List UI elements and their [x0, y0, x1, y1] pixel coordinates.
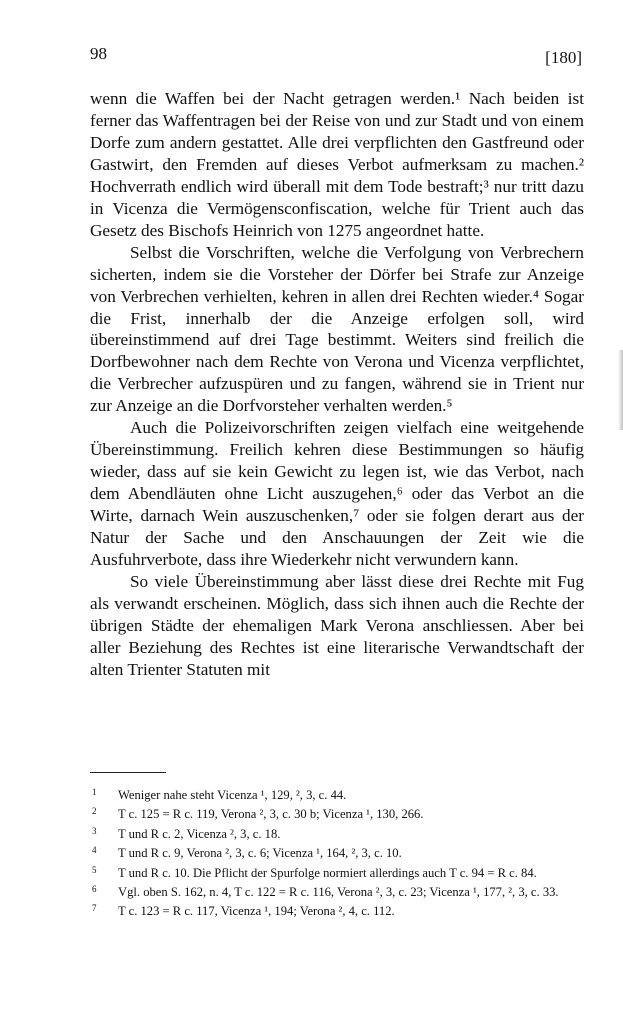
running-header [90, 44, 582, 68]
footnotes [90, 786, 584, 922]
footnote [90, 825, 584, 844]
main-text [90, 88, 584, 681]
footnote-mark: 3 [92, 825, 97, 836]
footnote-mark: 6 [92, 884, 97, 895]
footnote [90, 864, 584, 883]
page-number: 98 [90, 44, 107, 63]
paragraph-4: So viele Übereinstimmung aber lässt diese drei Rechte mit Fug als verwandt erscheinen. Möglich, dass sich ihnen auch die Rechte der übrigen Städte der ehemaligen Mark Verona anschliessen. Aber bei aller Beziehung des Rechtes ist eine literarische Verwandtschaft der alten Trienter Statuten mit [90, 571, 584, 679]
footnote-text: T und R c. 10. Die Pflicht der Spurfolge normiert allerdings auch T c. 94 = R c. 84. [118, 865, 537, 880]
footnote [90, 805, 584, 824]
paragraph-3: Auch die Polizeivorschriften zeigen vielfach eine weitgehende Übereinstimmung. Freilich kehren diese Bestimmungen so häufig wieder, dass auf sie kein Gewicht zu legen ist, wie das Verbot, nach dem Abendläuten ohne Licht auszugehen,⁶ oder das Verbot an die Wirte, darnach Wein auszuschenken,⁷ oder sie folgen derart aus der Natur der Sache und den Anschauungen der Zeit wie die Ausfuhrverbote, dass ihre Wiederkehr nicht verwundern kann. [90, 418, 584, 570]
footnote [90, 883, 584, 902]
footnote-mark: 7 [92, 903, 97, 914]
footnote-text: Weniger nahe steht Vicenza ¹, 129, ², 3, c. 44. [118, 788, 347, 802]
footnote-mark: 2 [92, 806, 97, 817]
footnote-separator [90, 772, 166, 773]
footnote [90, 844, 584, 863]
footnote-mark: 5 [92, 864, 97, 875]
footnote-text: T und R c. 2, Vicenza ², 3, c. 18. [118, 826, 281, 841]
footnote-mark: 4 [92, 845, 97, 856]
section-number: [180] [545, 48, 582, 67]
paragraph-2: Selbst die Vorschriften, welche die Verfolgung von Verbrechern sicherten, indem sie die Vorsteher der Dörfer bei Strafe zur Anzeige von Verbrechen verhielten, kehren in allen drei Rechten wieder.⁴ Sogar die Frist, innerhalb der die Anzeige erfolgen soll, wird übereinstimmend auf drei Tage bestimmt. Weiters sind freilich die Dorfbewohner nach dem Rechte von Verona und Vicenza verpflichtet, die Verbrecher aufzuspüren und zu fangen, während sie in Trient nur zur Anzeige an die Dorfvorsteher verhalten werden.⁵ [90, 242, 584, 416]
footnote [90, 902, 584, 921]
footnote-mark: 1 [92, 787, 97, 797]
footnote-text: Vgl. oben S. 162, n. 4, T c. 122 = R c. 116, Verona ², 3, c. 23; Vicenza ¹, 177, ², 3, c. 33. [118, 885, 559, 900]
paragraph-1: wenn die Waffen bei der Nacht getragen werden.¹ Nach beiden ist ferner das Waffentragen bei der Reise von und zur Stadt und von einem Dorfe zum andern gestattet. Alle drei verpflichten den Gastfreund oder Gastwirt, den Fremden auf dieses Verbot aufmerksam zu machen.² Hochverrath endlich wird überall mit dem Tode bestraft;³ nur tritt dazu in Vicenza die Vermögensconfiscation, welche für Trient auch das Gesetz des Bischofs Heinrich von 1275 angeordnet hatte. [90, 89, 584, 240]
footnote-text: T c. 123 = R c. 117, Vicenza ¹, 194; Verona ², 4, c. 112. [118, 904, 395, 919]
scan-edge-shadow [618, 350, 623, 430]
footnote [90, 786, 584, 805]
footnote-text: T c. 125 = R c. 119, Verona ², 3, c. 30 b; Vicenza ¹, 130, 266. [118, 807, 424, 822]
footnote-text: T und R c. 9, Verona ², 3, c. 6; Vicenza ¹, 164, ², 3, c. 10. [118, 846, 402, 861]
